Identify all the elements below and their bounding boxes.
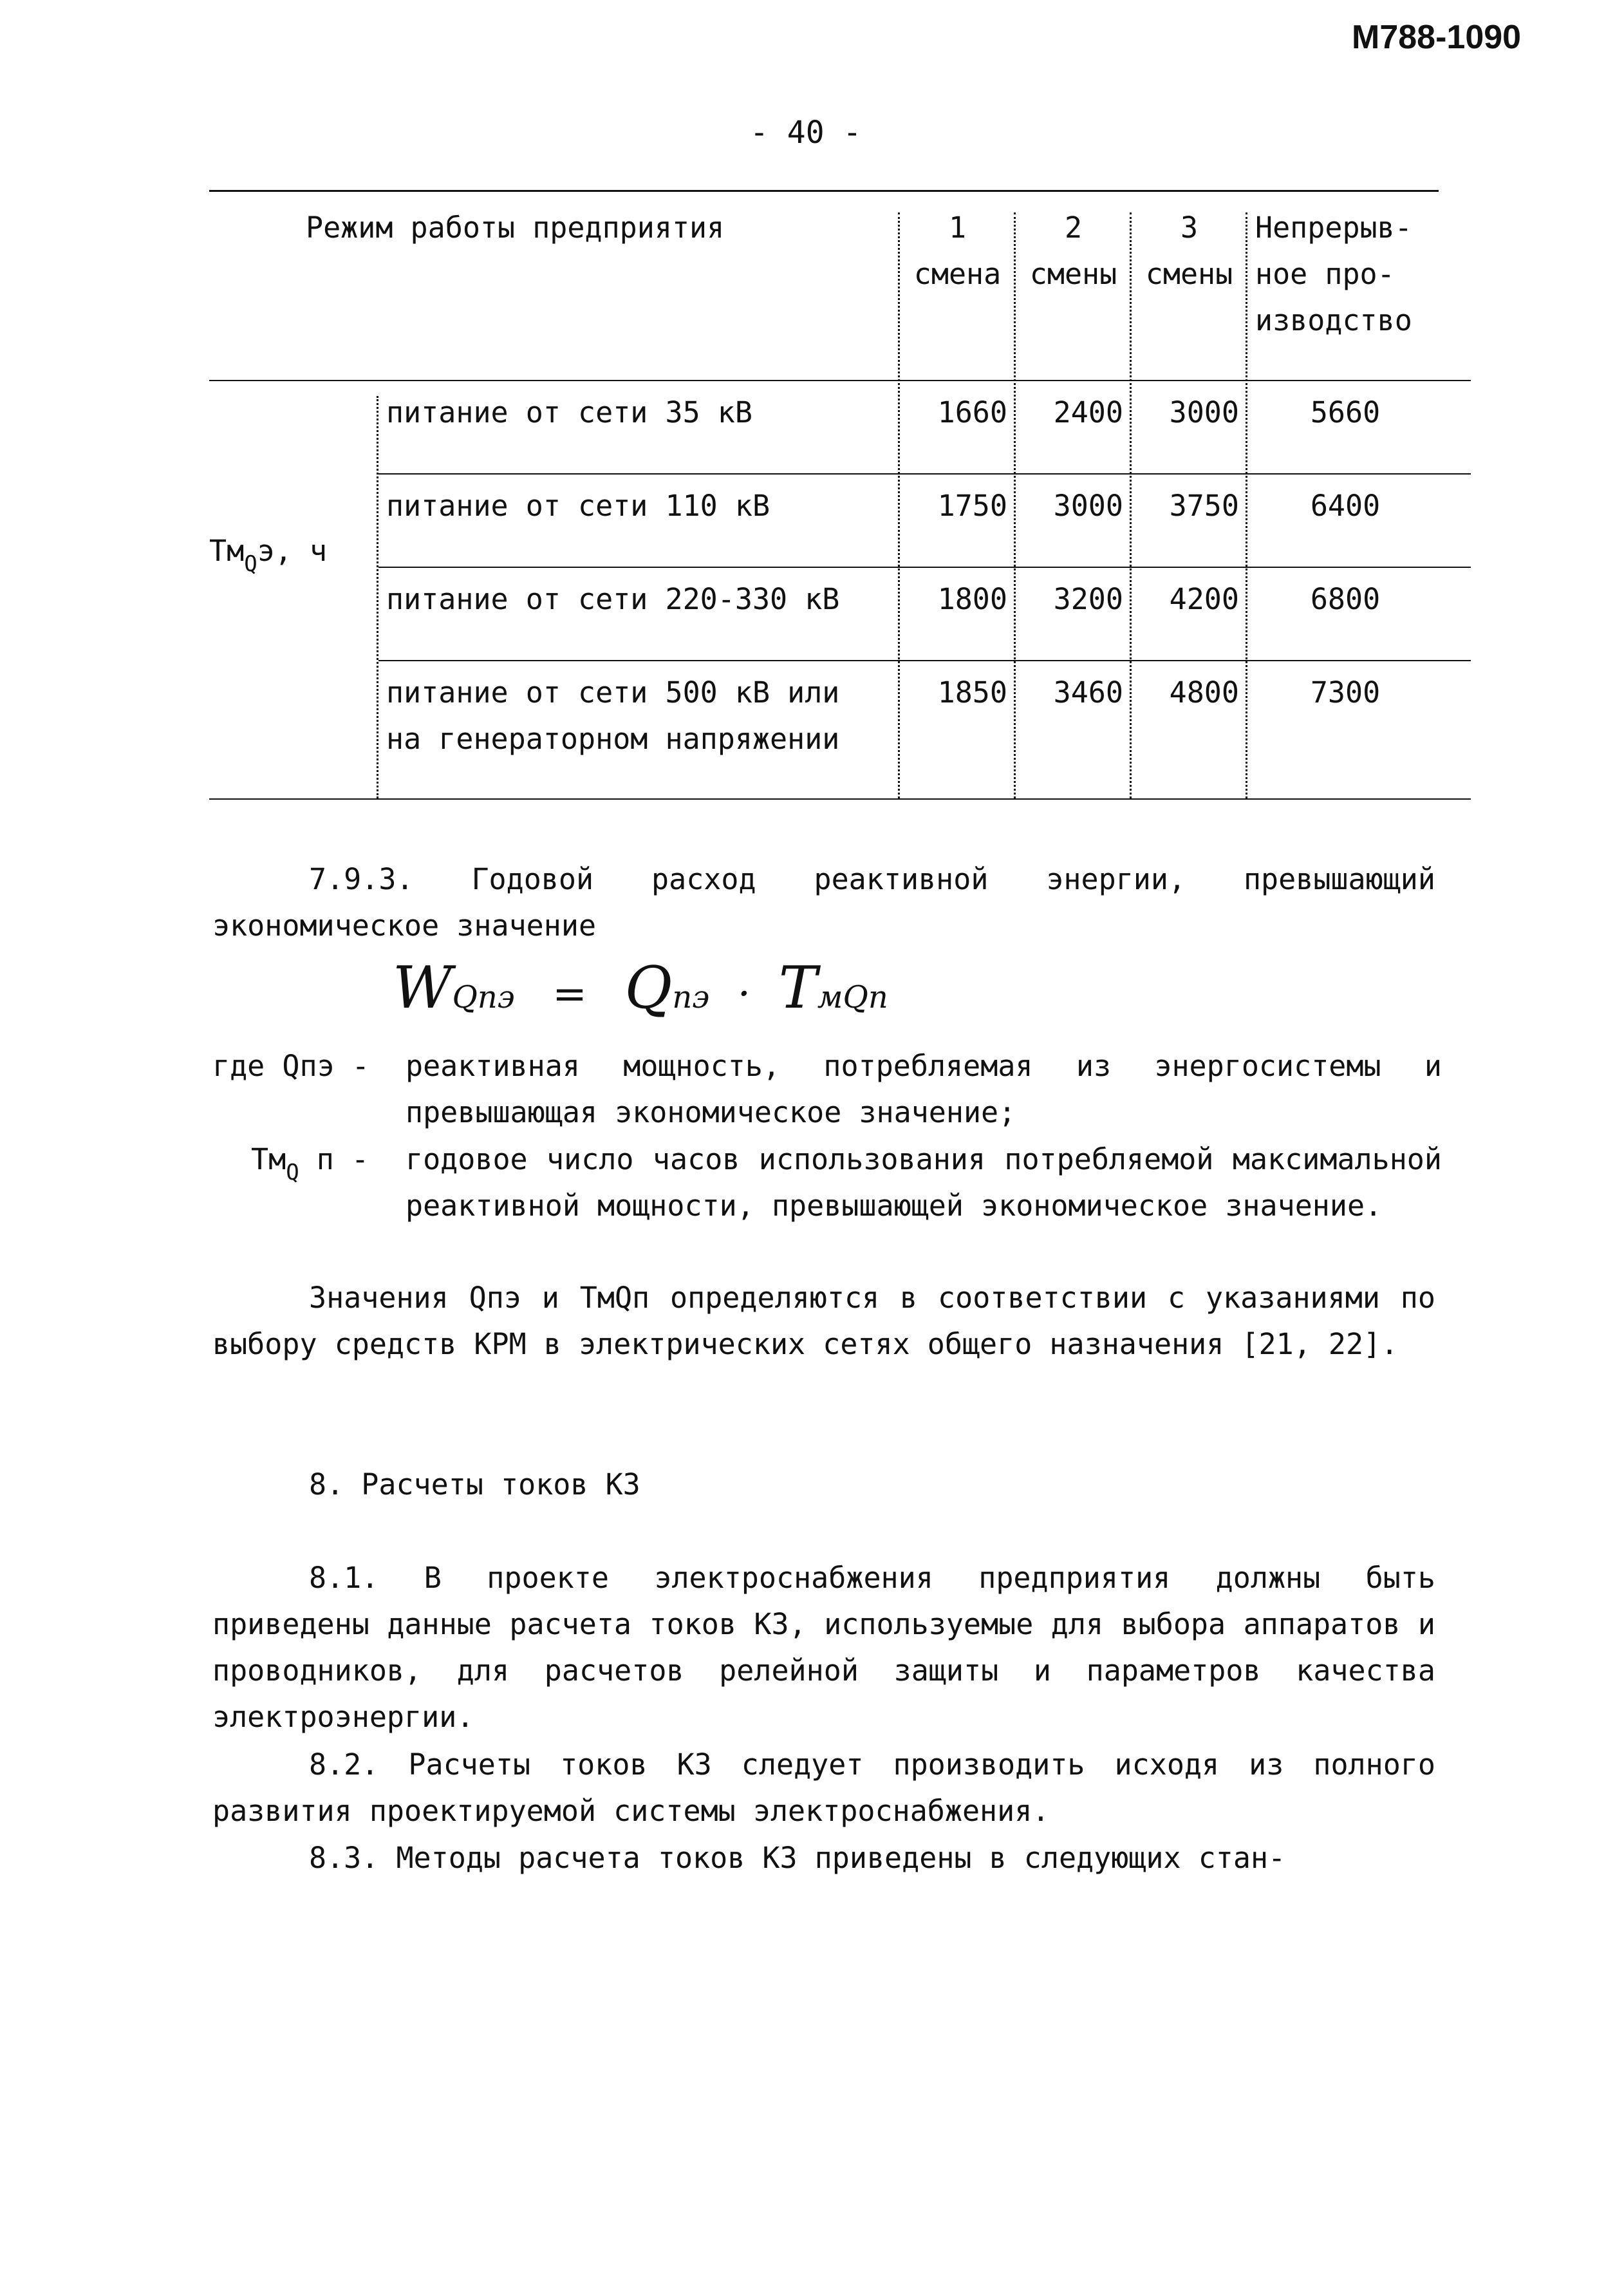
col-divider-2 (1014, 212, 1016, 798)
header-col3-line2: смены (1145, 257, 1233, 291)
row-label-main: Тм (209, 534, 245, 568)
paragraph-8-3-text: 8.3. Методы расчета токов КЗ приведены в следующих стан- (309, 1841, 1286, 1875)
row4-col1: 1850 (937, 675, 1007, 710)
row4-col2: 3460 (1053, 675, 1123, 710)
row1-rule (378, 473, 1471, 475)
row3-col3: 4200 (1169, 582, 1239, 616)
row4-col3: 4800 (1169, 675, 1239, 710)
header-col2-line2: смены (1029, 257, 1117, 291)
row3-col4: 6800 (1310, 582, 1381, 616)
definition-qpe (212, 1043, 1442, 1140)
header-col1-line1: 1 (948, 211, 967, 245)
paragraph-8-2-text: 8.2. Расчеты токов КЗ следует производить исходя из полного развития проектируемой системы электроснабжения. (212, 1747, 1435, 1828)
header-col2-line1: 2 (1064, 211, 1083, 245)
header-mode-label: Режим работы предприятия (306, 211, 725, 245)
table-header-rule (209, 380, 1471, 381)
definition-tmqp-prefix (251, 1136, 369, 1185)
values-paragraph (212, 1275, 1435, 1368)
values-paragraph-text: Значения Qпэ и ТмQп определяются в соответствии с указаниями по выбору средств КРМ в электрических сетях общего назначения [21, 22]. (212, 1281, 1435, 1361)
row-label-sub: Q (244, 551, 257, 577)
label-divider (377, 396, 378, 798)
row4-label-line1: питание от сети 500 кВ или (386, 675, 840, 710)
section-7-9-3-intro (212, 856, 1435, 949)
formula-t: T (778, 954, 817, 1022)
row2-col3: 3750 (1169, 489, 1239, 523)
row1-col2: 2400 (1053, 395, 1123, 429)
header-col4-line3: изводство (1255, 303, 1412, 337)
row4-col4: 7300 (1310, 675, 1381, 710)
row1-col4: 5660 (1310, 395, 1381, 429)
definition-tmqp-text: годовое число часов использования потребляемой максимальной реактивной мощности, превышающей экономическое значение. (406, 1142, 1442, 1223)
col-divider-3 (1130, 212, 1132, 798)
row2-col1: 1750 (937, 489, 1007, 523)
table-bottom-rule (209, 798, 1471, 800)
formula-dot: · (737, 970, 751, 1018)
formula-lhs: W (393, 954, 453, 1022)
definition-tmqp-main: Тм (251, 1142, 286, 1176)
row-label-rest: э, ч (257, 534, 328, 568)
header-col4-line1: Непрерыв- (1255, 211, 1412, 245)
definition-tmqp-sub: Q (286, 1160, 299, 1185)
row2-col2: 3000 (1053, 489, 1123, 523)
row3-col2: 3200 (1053, 582, 1123, 616)
row-label-tmq (209, 528, 327, 577)
row2-label: питание от сети 110 кВ (386, 489, 770, 523)
document-id: М788-1090 (1352, 19, 1522, 56)
paragraph-8-1-text: 8.1. В проекте электроснабжения предприятия должны быть приведены данные расчета токов КЗ, используемые для выбора аппаратов и проводников, для расчетов релейной защиты и параметров качества электроэнергии. (212, 1561, 1435, 1734)
paragraph-8-1 (212, 1555, 1435, 1740)
row1-label: питание от сети 35 кВ (386, 395, 752, 429)
col-divider-4 (1246, 212, 1247, 798)
formula-q-sub: пэ (672, 979, 710, 1015)
definition-tmqp (212, 1136, 1442, 1278)
load-hours-table (0, 0, 1624, 837)
row3-label: питание от сети 220-330 кВ (386, 582, 840, 616)
formula-q: Q (624, 954, 673, 1022)
page-number: - 40 - (750, 115, 862, 151)
header-col4-line2: ное про- (1255, 257, 1395, 291)
formula-eq: = (552, 970, 587, 1018)
row4-label-line2: на генераторном напряжении (386, 722, 840, 756)
formula (393, 953, 888, 1033)
section-7-9-3-text: 7.9.3. Годовой расход реактивной энергии, превышающий экономическое значение (212, 862, 1435, 943)
table-top-rule (209, 190, 1439, 192)
row1-col1: 1660 (937, 395, 1007, 429)
header-col1-line2: смена (913, 257, 1002, 291)
row2-col4: 6400 (1310, 489, 1381, 523)
section-8-heading: 8. Расчеты токов КЗ (309, 1467, 640, 1501)
paragraph-8-3 (212, 1835, 1435, 1881)
row3-rule (378, 660, 1471, 661)
row1-col3: 3000 (1169, 395, 1239, 429)
formula-lhs-sub: Qпэ (452, 979, 515, 1015)
formula-t-sub: мQп (817, 979, 888, 1015)
definition-tmqp-rest: п - (299, 1142, 369, 1176)
header-col3-line1: 3 (1180, 211, 1199, 245)
definition-qpe-prefix: где Qпэ - (212, 1049, 369, 1083)
row3-col1: 1800 (937, 582, 1007, 616)
col-divider-1 (898, 212, 900, 798)
definition-qpe-text: реактивная мощность, потребляемая из энергосистемы и превышающая экономическое значение; (406, 1049, 1442, 1129)
row2-rule (378, 567, 1471, 568)
paragraph-8-2 (212, 1742, 1435, 1834)
